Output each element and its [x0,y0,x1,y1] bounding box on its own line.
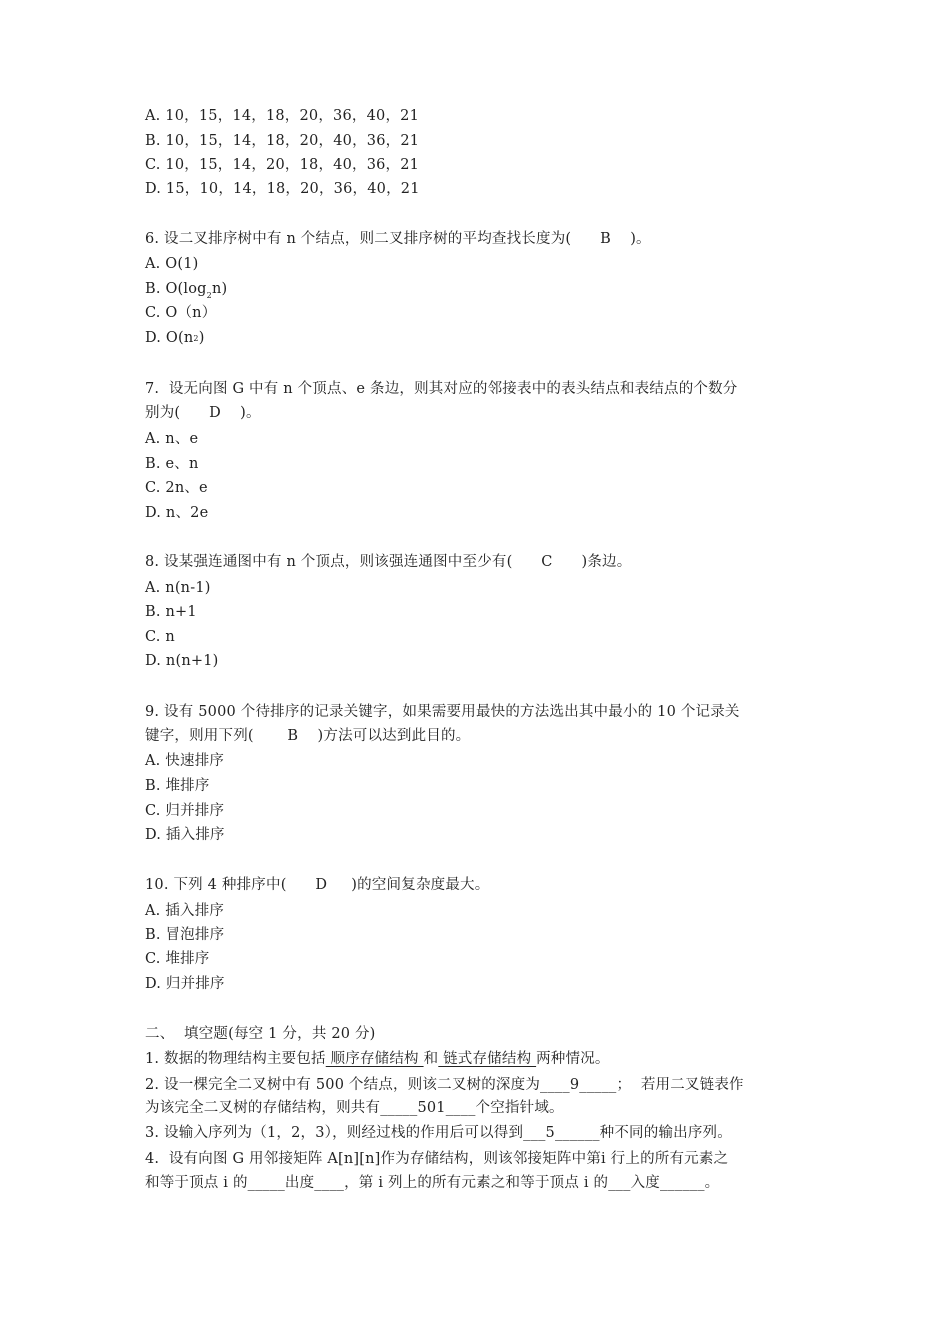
q5-option-a: A. 10，15，14，18，20，36，40，21 [145,108,419,124]
q10-option-a: A. 插入排序 [145,903,225,919]
q6-option-d-superscript: 2 [193,334,199,343]
q8-stem: 8. 设某强连通图中有 n 个顶点，则该强连通图中至少有( C )条边。 [145,554,632,570]
q7-option-c: C. 2n、e [145,480,208,496]
q7-option-b: B. e、n [145,456,199,472]
q9-stem-line1: 9. 设有 5000 个待排序的记录关键字，如果需要用最快的方法选出其中最小的 10 个记录关 [145,704,740,720]
f1-post: 两种情况。 [536,1051,610,1067]
f1-answer-2: 链式存储结构 [438,1051,537,1067]
q9-stem-line2: 键字，则用下列( B )方法可以达到此目的。 [145,728,471,744]
fill-question-2-line1: 2. 设一棵完全二叉树中有 500 个结点，则该二叉树的深度为____9_____； 若用二叉链表作 [145,1077,744,1093]
q5-option-b: B. 10，15，14，18，20，40，36，21 [145,133,420,149]
q9-option-d: D. 插入排序 [145,827,225,843]
q7-stem-line1: 7. 设无向图 G 中有 n 个顶点、e 条边，则其对应的邻接表中的表头结点和表结点的个数分 [145,381,738,397]
q8-option-c: C. n [145,629,175,645]
q6-option-c: C. O（n） [145,305,217,321]
q6-option-b-post: n) [211,281,228,297]
q6-option-a: A. O(1) [145,256,199,272]
q6-option-d-post: ) [198,330,205,346]
q7-option-d: D. n、2e [145,505,209,521]
q5-option-d: D. 15，10，14，18，20，36，40，21 [145,181,420,197]
q6-option-d [145,327,205,351]
q6-option-b [145,278,227,302]
q6-option-d-pre: D. O(n [145,330,194,346]
fill-question-1 [145,1048,610,1070]
fill-question-2-line2: 为该完全二叉树的存储结构，则共有_____501____个空指针域。 [145,1100,564,1116]
q9-option-b: B. 堆排序 [145,778,210,794]
q7-stem-line2: 别为( D )。 [145,405,261,421]
q8-option-d: D. n(n+1) [145,653,219,669]
q10-option-b: B. 冒泡排序 [145,927,225,943]
f1-mid: 和 [423,1051,439,1067]
q8-option-a: A. n(n-1) [145,580,211,596]
q5-option-c: C. 10，15，14，20，18，40，36，21 [145,157,420,173]
q10-stem: 10. 下列 4 种排序中( D )的空间复杂度最大。 [145,877,490,893]
q6-stem: 6. 设二叉排序树中有 n 个结点，则二叉排序树的平均查找长度为( B )。 [145,231,651,247]
q8-option-b: B. n+1 [145,604,197,620]
q6-option-b-pre: B. O(log [145,281,207,297]
q10-option-c: C. 堆排序 [145,951,210,967]
fill-question-4-line2: 和等于顶点 i 的_____出度____，第 i 列上的所有元素之和等于顶点 i 的___入度______。 [145,1175,720,1191]
f1-pre: 1. 数据的物理结构主要包括 [145,1051,326,1067]
q7-option-a: A. n、e [145,431,199,447]
q9-option-a: A. 快速排序 [145,753,225,769]
fill-question-3: 3. 设输入序列为（1，2，3），则经过栈的作用后可以得到___5______种不同的输出序列。 [145,1125,732,1141]
q10-option-d: D. 归并排序 [145,976,225,992]
f1-answer-1: 顺序存储结构 [325,1051,424,1067]
section2-heading: 二、 填空题(每空 1 分，共 20 分) [145,1026,376,1042]
q9-option-c: C. 归并排序 [145,803,225,819]
fill-question-4-line1: 4. 设有向图 G 用邻接矩阵 A[n][n]作为存储结构，则该邻接矩阵中第i 行上的所有元素之 [145,1151,729,1167]
q6-option-b-subscript: 2 [206,291,212,300]
